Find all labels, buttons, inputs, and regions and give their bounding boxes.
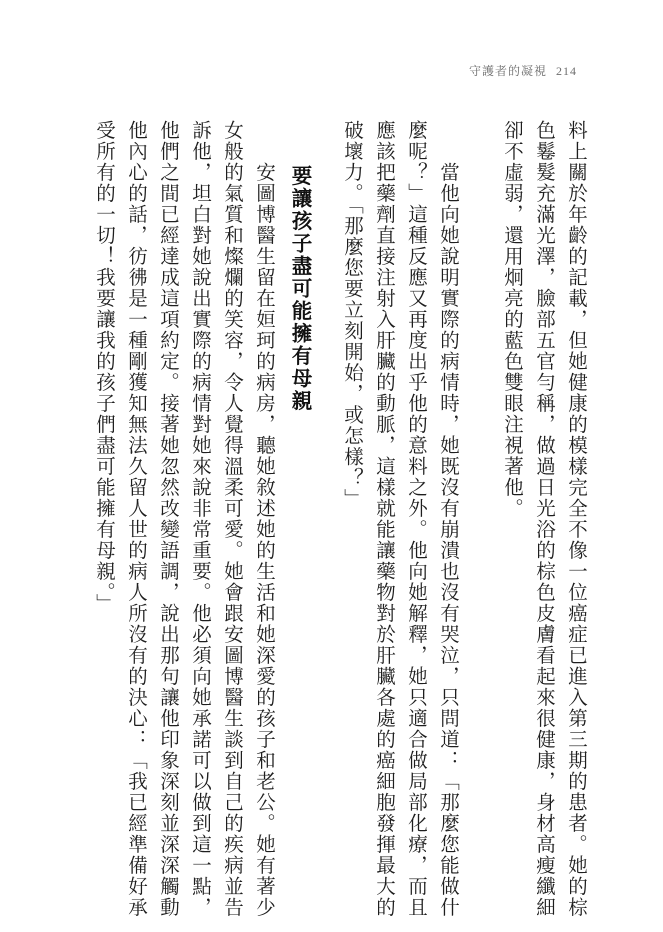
text-column-8: 安圖博醫生留在姮珂的病房，聽她敘述她的生活和她深愛的孩子和老公。她有著少 xyxy=(253,120,276,918)
text-column-4: 當他向她說明實際的病情時，她既沒有崩潰也沒有哭泣，只問道：「那麼您能做什 xyxy=(437,120,460,918)
text-column-7: 破壞力。「那麼您要立刻開始，或怎樣？」 xyxy=(341,120,364,510)
running-head xyxy=(469,62,577,79)
section-heading: 要讓孩子盡可能擁有母親 xyxy=(288,120,312,413)
text-column-6: 應該把藥劑直接注射入肝臟的動脈，這樣就能讓藥物對於肝臟各處的癌細胞發揮最大的 xyxy=(373,120,396,918)
text-column-9: 女般的氣質和燦爛的笑容，令人覺得溫柔可愛。她會跟安圖博醫生談到自己的疾病並告 xyxy=(221,120,244,918)
text-column-3: 卻不虛弱，還用炯亮的藍色雙眼注視著他。 xyxy=(501,120,524,519)
text-column-5: 麼呢？」這種反應又再度出乎他的意料之外。他向她解釋，她只適合做局部化療，而且 xyxy=(405,120,428,918)
text-column-2: 色鬈髮充滿光澤，臉部五官勻稱，做過日光浴的棕色皮膚看起來很健康，身材高瘦纖細 xyxy=(533,120,556,918)
vertical-text-block xyxy=(93,120,588,918)
text-column-1: 料上關於年齡的記載，但她健康的模樣完全不像一位癌症已進入第三期的患者。她的棕 xyxy=(565,120,588,918)
text-column-12: 他內心的話，彷彿是一種剛獲知無法久留人世的病人所沒有的決心：「我已經準備好承 xyxy=(125,120,148,918)
book-title: 守護者的凝視 xyxy=(468,64,547,78)
text-column-11: 他們之間已經達成這項約定。接著她忽然改變語調，說出那句讓他印象深刻並深深觸動 xyxy=(157,120,180,918)
text-column-10: 訴他，坦白對她說出實際的病情對她來說非常重要。他必須向她承諾可以做到這一點， xyxy=(189,120,212,918)
page-number: 214 xyxy=(556,64,577,78)
text-column-13: 受所有的一切！我要讓我的孩子們盡可能擁有母親。」 xyxy=(93,120,116,615)
